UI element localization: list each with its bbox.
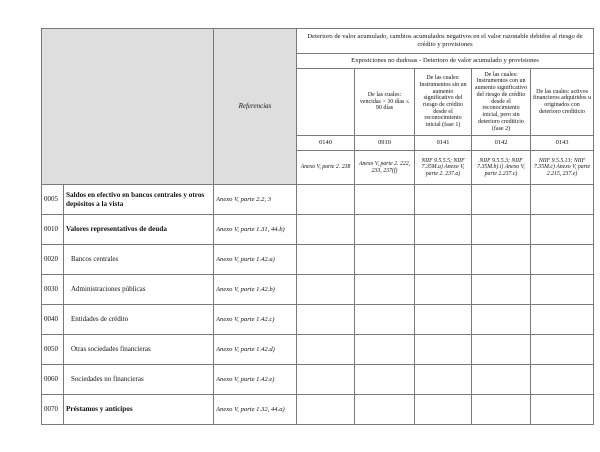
column-reference: Anexo V, parte 2. 238 xyxy=(297,151,355,185)
value-cell[interactable] xyxy=(415,245,472,275)
row-code: 0005 xyxy=(42,185,64,215)
row-reference: Anexo V, parte 1.42.e) xyxy=(214,365,297,395)
value-cell[interactable] xyxy=(472,275,531,305)
table-body xyxy=(42,185,594,425)
column-label: De las cuales: Instrumentos con un aumento significativo del riesgo de crédito desde el reconocimiento inicial, pero sin deterioro crediticio (fase 2) xyxy=(472,69,531,136)
table-row xyxy=(42,245,594,275)
row-label: Bancos centrales xyxy=(64,245,214,275)
value-cell[interactable] xyxy=(355,215,415,245)
value-cell[interactable] xyxy=(355,185,415,215)
row-reference: Anexo V, parte 1.42.c) xyxy=(214,305,297,335)
value-cell[interactable] xyxy=(472,395,531,425)
column-code: 0910 xyxy=(355,136,415,151)
value-cell[interactable] xyxy=(472,305,531,335)
column-code: 0143 xyxy=(531,136,594,151)
references-header: Referencias xyxy=(214,29,297,185)
row-label: Administraciones públicas xyxy=(64,275,214,305)
row-label: Sociedades no financieras xyxy=(64,365,214,395)
row-code: 0060 xyxy=(42,365,64,395)
value-cell[interactable] xyxy=(531,365,594,395)
column-reference: NIIF 9.5.5.13; NIIF 7.35M.c) Anexo V, parte 2.215, 237.e) xyxy=(531,151,594,185)
table-row xyxy=(42,395,594,425)
value-cell[interactable] xyxy=(297,305,355,335)
value-cell[interactable] xyxy=(531,305,594,335)
column-code: 0141 xyxy=(415,136,472,151)
report-table xyxy=(41,28,594,425)
row-label: Saldos en efectivo en bancos centrales y otros depósitos a la vista xyxy=(64,185,214,215)
value-cell[interactable] xyxy=(355,335,415,365)
row-label: Entidades de crédito xyxy=(64,305,214,335)
value-cell[interactable] xyxy=(415,305,472,335)
value-cell[interactable] xyxy=(415,335,472,365)
row-reference: Anexo V, parte 1.32, 44.a) xyxy=(214,395,297,425)
value-cell[interactable] xyxy=(355,275,415,305)
column-label: De las cuales: activos financieros adquiridos u originados con deterioro crediticio xyxy=(531,69,594,136)
value-cell[interactable] xyxy=(297,395,355,425)
value-cell[interactable] xyxy=(531,245,594,275)
row-code: 0030 xyxy=(42,275,64,305)
value-cell[interactable] xyxy=(297,185,355,215)
value-cell[interactable] xyxy=(297,245,355,275)
column-reference: NIIF 9.5.5.3; NIIF 7.35M.b).i) Anexo V, parte 2.237.c) xyxy=(472,151,531,185)
value-cell[interactable] xyxy=(472,215,531,245)
row-code: 0070 xyxy=(42,395,64,425)
row-code: 0040 xyxy=(42,305,64,335)
column-code: 0142 xyxy=(472,136,531,151)
row-label: Préstamos y anticipos xyxy=(64,395,214,425)
value-cell[interactable] xyxy=(472,185,531,215)
column-label: De las cuales: vencidas > 30 días ≤ 90 días xyxy=(355,69,415,136)
row-label: Valores representativos de deuda xyxy=(64,215,214,245)
value-cell[interactable] xyxy=(472,335,531,365)
table-row xyxy=(42,335,594,365)
value-cell[interactable] xyxy=(297,215,355,245)
value-cell[interactable] xyxy=(355,245,415,275)
column-code: 0140 xyxy=(297,136,355,151)
value-cell[interactable] xyxy=(531,215,594,245)
column-label: De las cuales: Instrumentos sin un aumento significativo del riesgo de crédito desde el reconocimiento inicial (fase 1) xyxy=(415,69,472,136)
value-cell[interactable] xyxy=(297,365,355,395)
value-cell[interactable] xyxy=(415,365,472,395)
column-reference: Anexo V, parte 2. 222, 233, 237(f) xyxy=(355,151,415,185)
row-reference: Anexo V, parte 1.42.d) xyxy=(214,335,297,365)
table-row xyxy=(42,275,594,305)
value-cell[interactable] xyxy=(415,215,472,245)
value-cell[interactable] xyxy=(355,305,415,335)
row-reference: Anexo V, parte 2.2, 3 xyxy=(214,185,297,215)
row-code: 0010 xyxy=(42,215,64,245)
value-cell[interactable] xyxy=(472,245,531,275)
row-code: 0020 xyxy=(42,245,64,275)
value-cell[interactable] xyxy=(472,365,531,395)
row-reference: Anexo V, parte 1.31, 44.b) xyxy=(214,215,297,245)
table-row xyxy=(42,365,594,395)
value-cell[interactable] xyxy=(531,185,594,215)
corner-cell xyxy=(42,29,214,185)
subgroup-title: Exposiciones no dudosas - Deterioro de valor acumulado y provisiones xyxy=(297,54,594,69)
row-code: 0050 xyxy=(42,335,64,365)
row-reference: Anexo V, parte 1.42.a) xyxy=(214,245,297,275)
value-cell[interactable] xyxy=(297,275,355,305)
row-label: Otras sociedades financieras xyxy=(64,335,214,365)
value-cell[interactable] xyxy=(415,185,472,215)
column-label xyxy=(297,69,355,136)
table-row xyxy=(42,185,594,215)
value-cell[interactable] xyxy=(297,335,355,365)
value-cell[interactable] xyxy=(415,395,472,425)
table-row xyxy=(42,305,594,335)
row-reference: Anexo V, parte 1.42.b) xyxy=(214,275,297,305)
value-cell[interactable] xyxy=(355,395,415,425)
table-header xyxy=(42,29,594,185)
group-title: Deterioro de valor acumulado, cambios acumulados negativos en el valor razonable debidos al riesgo de crédito y provisiones xyxy=(297,29,594,54)
value-cell[interactable] xyxy=(531,275,594,305)
value-cell[interactable] xyxy=(355,365,415,395)
value-cell[interactable] xyxy=(531,335,594,365)
column-reference: NIIF 9.5.5.5; NIIF 7.35M.a) Anexo V, parte 2. 237.a) xyxy=(415,151,472,185)
value-cell[interactable] xyxy=(415,275,472,305)
value-cell[interactable] xyxy=(531,395,594,425)
table-row xyxy=(42,215,594,245)
